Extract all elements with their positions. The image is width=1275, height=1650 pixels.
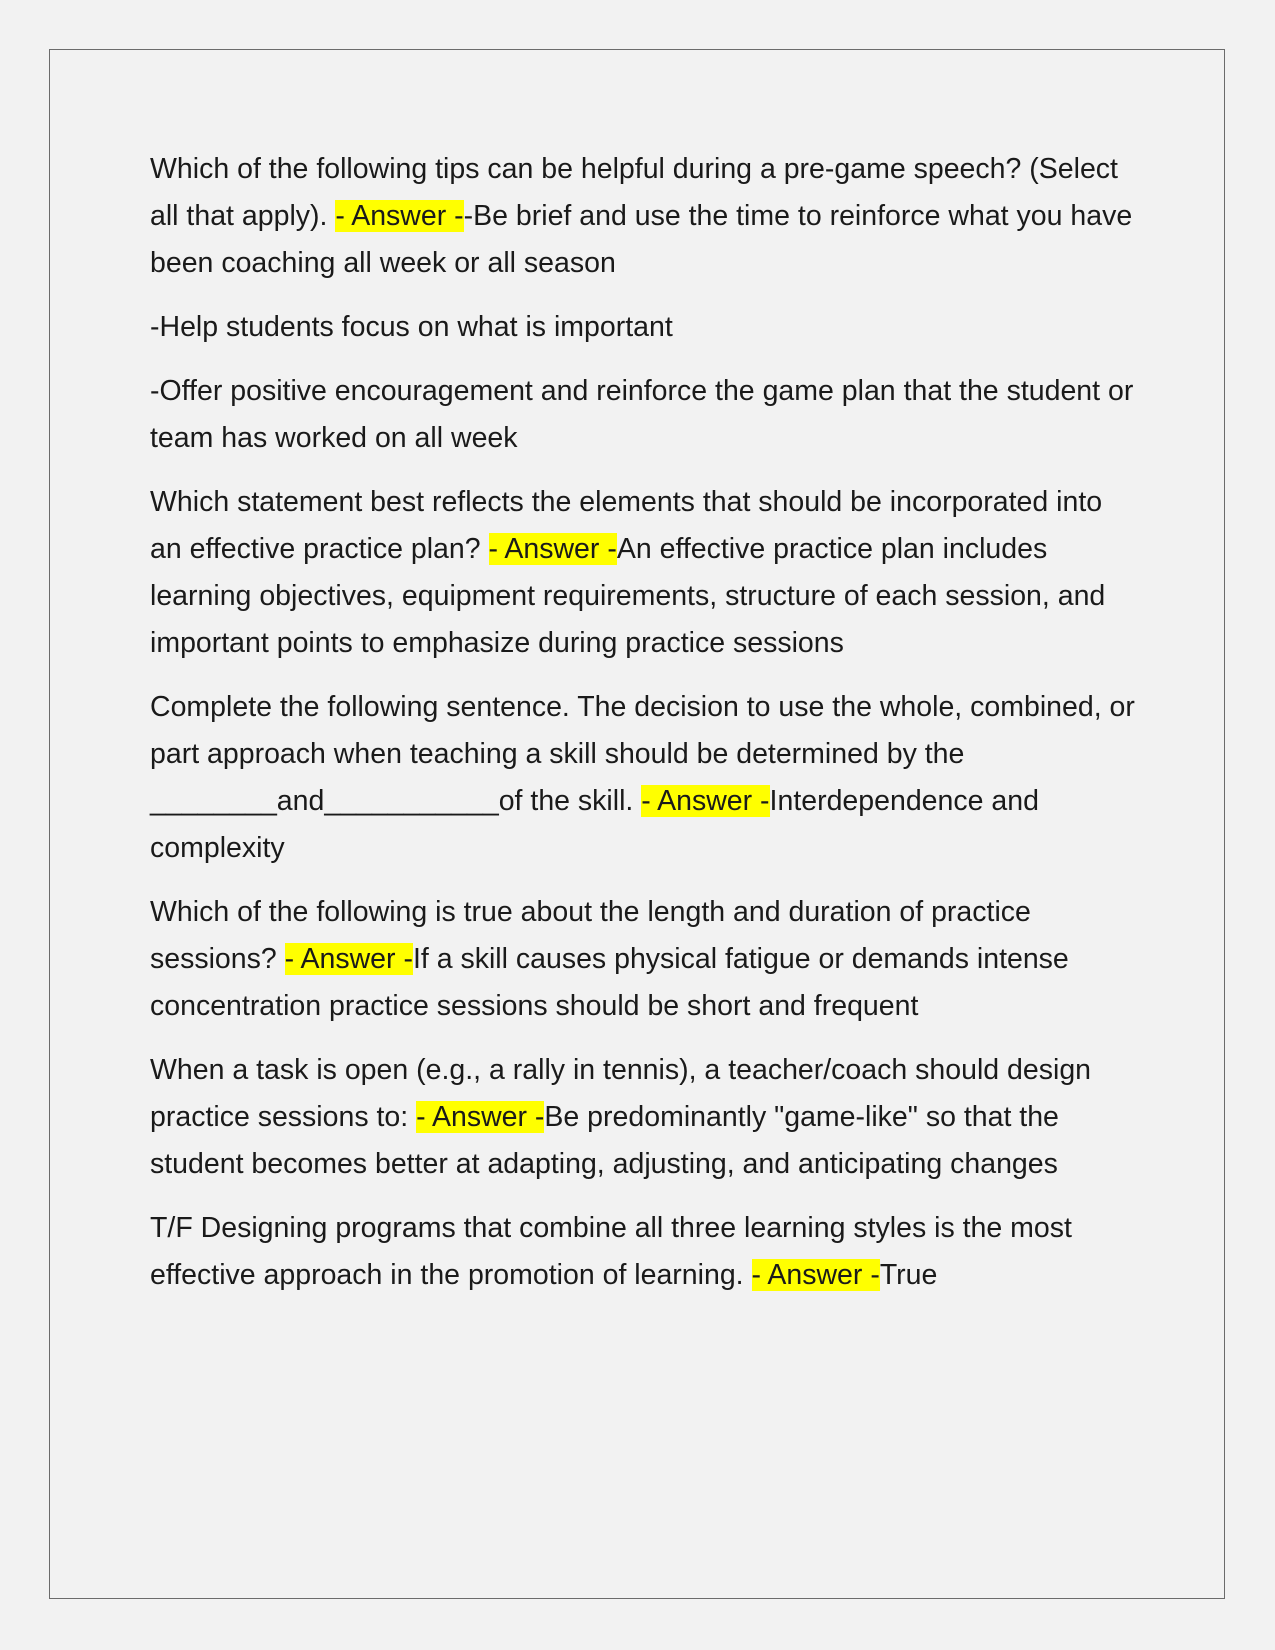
question-text: T/F Designing programs that combine all three learning styles is the most effective approach in the promotion of learning. [150, 1212, 1072, 1291]
qa-item-5 [150, 684, 1140, 872]
question-text: When a task is open (e.g., a rally in tennis), a teacher/coach should design practice sessions to: [150, 1054, 1092, 1133]
document-body [150, 146, 1140, 1316]
answer-text: Be predominantly "game-like" so that the student becomes better at adapting, adjusting, and anticipating changes [150, 1101, 1059, 1180]
qa-item-3 [150, 368, 1140, 462]
answer-text: Interdependence and complexity [150, 785, 1039, 864]
question-text: Complete the following sentence. The decision to use the whole, combined, or part approach when teaching a skill should be determined by the ________and___________of the skill. [150, 691, 1135, 817]
answer-marker: - Answer - [488, 533, 617, 565]
qa-item-4 [150, 479, 1140, 667]
question-text: Which of the following is true about the length and duration of practice sessions? [150, 896, 1031, 975]
qa-item-1 [150, 146, 1140, 287]
answer-text: An effective practice plan includes learning objectives, equipment requirements, structure of each session, and important points to emphasize during practice sessions [150, 533, 1106, 659]
qa-item-7 [150, 1047, 1140, 1188]
answer-marker: - Answer - [416, 1101, 545, 1133]
qa-item-2 [150, 304, 1140, 351]
answer-marker: - Answer - [751, 1259, 880, 1291]
answer-text: -Help students focus on what is important [150, 311, 673, 343]
answer-text: If a skill causes physical fatigue or demands intense concentration practice sessions should be short and frequent [150, 943, 1069, 1022]
answer-text: True [879, 1259, 938, 1291]
qa-item-6 [150, 889, 1140, 1030]
answer-marker: - Answer - [335, 200, 464, 232]
qa-item-8 [150, 1205, 1140, 1299]
answer-text: -Be brief and use the time to reinforce what you have been coaching all week or all season [150, 200, 1133, 279]
question-text: Which statement best reflects the elements that should be incorporated into an effective practice plan? [150, 486, 1103, 565]
answer-text: -Offer positive encouragement and reinforce the game plan that the student or team has worked on all week [150, 375, 1134, 454]
answer-marker: - Answer - [284, 943, 413, 975]
question-text: Which of the following tips can be helpful during a pre-game speech? (Select all that apply). [150, 153, 1118, 232]
answer-marker: - Answer - [641, 785, 770, 817]
